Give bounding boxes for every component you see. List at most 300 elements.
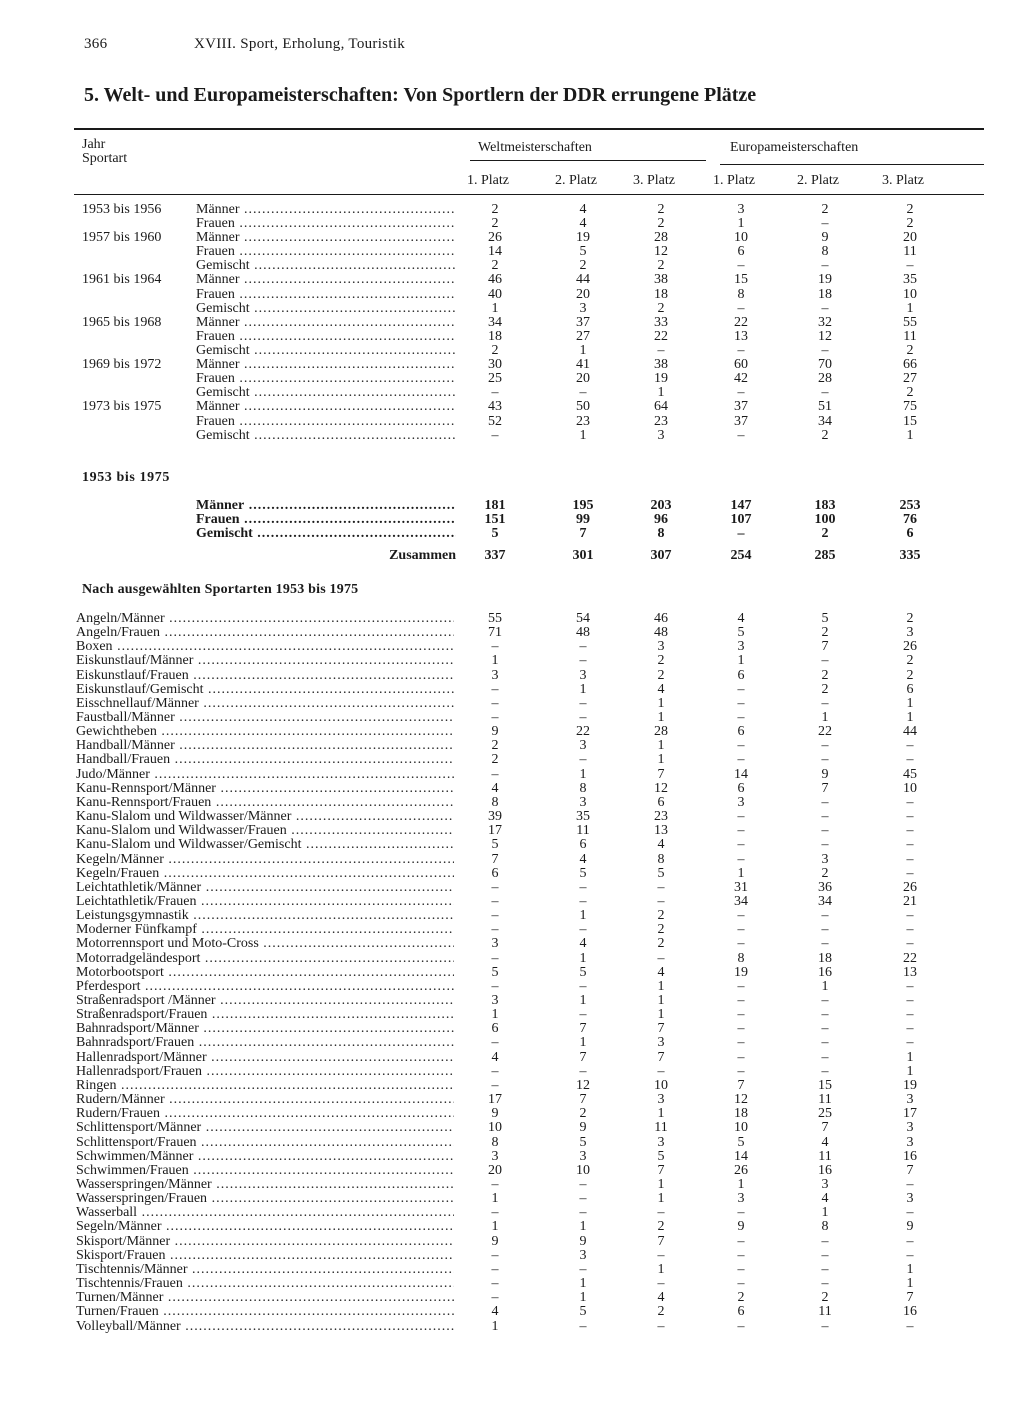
cell-value: 11 — [654, 1120, 668, 1135]
cell-value: – — [737, 258, 745, 273]
cell-value: 4 — [579, 852, 587, 867]
summary-row — [74, 513, 984, 527]
cell-value: 1 — [906, 1064, 914, 1079]
cell-value: – — [491, 880, 499, 895]
period-row — [74, 415, 984, 429]
row-label: Kegeln/Männer ..... — [76, 853, 454, 867]
cell-value: 43 — [488, 399, 502, 414]
cell-value: 6 — [657, 795, 665, 810]
cell-value: 1 — [821, 1205, 829, 1220]
cell-value: – — [906, 1035, 914, 1050]
cell-value: 15 — [903, 414, 917, 429]
cell-value: 34 — [818, 414, 832, 429]
cell-value: – — [491, 682, 499, 697]
cell-value: – — [737, 1035, 745, 1050]
cell-value: 203 — [650, 498, 672, 513]
cell-value: 4 — [579, 936, 587, 951]
cell-value: 46 — [654, 611, 668, 626]
row-label: Straßenradsport /Männer ..... — [76, 994, 454, 1008]
cell-value: 13 — [734, 329, 748, 344]
cell-value: 6 — [737, 781, 745, 796]
row-label: Kanu-Slalom und Wildwasser/Frauen ..... — [76, 824, 454, 838]
cell-value: – — [579, 1007, 587, 1022]
row-label: Frauen ..... — [196, 217, 456, 231]
cell-value: 26 — [488, 230, 502, 245]
cell-value: – — [906, 823, 914, 838]
cell-value: 60 — [734, 357, 748, 372]
cell-value: – — [906, 1021, 914, 1036]
cell-value: 1 — [906, 428, 914, 443]
cell-value: 5 — [821, 611, 829, 626]
cell-value: 23 — [654, 414, 668, 429]
period-row — [74, 330, 984, 344]
cell-value: – — [657, 1276, 665, 1291]
row-label: Motorradgeländesport ..... — [76, 952, 454, 966]
cell-value: – — [657, 343, 665, 358]
row-label: Hallenradsport/Frauen ..... — [76, 1065, 454, 1079]
sport-row — [74, 782, 984, 796]
cell-value: 1 — [579, 951, 587, 966]
summary-heading: 1953 bis 1975 — [82, 470, 170, 485]
cell-value: 3 — [737, 639, 745, 654]
sport-row — [74, 1164, 984, 1178]
sport-row — [74, 952, 984, 966]
cell-value: – — [579, 710, 587, 725]
cell-value: 14 — [734, 767, 748, 782]
cell-value: 52 — [488, 414, 502, 429]
cell-value: 6 — [906, 682, 914, 697]
cell-value: 50 — [576, 399, 590, 414]
sport-row — [74, 697, 984, 711]
period-label: 1953 bis 1956 — [82, 202, 162, 217]
sport-row — [74, 909, 984, 923]
place-header-5: 2. Platz — [797, 173, 839, 188]
cell-value: 55 — [488, 611, 502, 626]
cell-value: 147 — [730, 498, 752, 513]
cell-value: 7 — [657, 1234, 665, 1249]
period-row — [74, 316, 984, 330]
cell-value: 20 — [488, 1163, 502, 1178]
cell-value: 3 — [491, 1149, 499, 1164]
cell-value: 1 — [579, 1219, 587, 1234]
cell-value: 44 — [576, 272, 590, 287]
row-label: Judo/Männer ..... — [76, 768, 454, 782]
cell-value: 42 — [734, 371, 748, 386]
row-label: Gemischt ..... — [196, 344, 456, 358]
place-header-1: 1. Platz — [467, 173, 509, 188]
cell-value: 54 — [576, 611, 590, 626]
cell-value: – — [821, 216, 829, 231]
cell-value: 5 — [579, 1304, 587, 1319]
cell-value: 48 — [576, 625, 590, 640]
cell-value: 2 — [821, 1290, 829, 1305]
cell-value: 12 — [818, 329, 832, 344]
cell-value: 3 — [657, 428, 665, 443]
cell-value: 17 — [903, 1106, 917, 1121]
sport-row — [74, 980, 984, 994]
row-label: Skisport/Frauen ..... — [76, 1249, 454, 1263]
cell-value: 1 — [579, 1290, 587, 1305]
cell-value: – — [737, 682, 745, 697]
sport-row — [74, 1008, 984, 1022]
cell-value: 7 — [821, 1120, 829, 1135]
sport-row — [74, 1206, 984, 1220]
cell-value: – — [737, 696, 745, 711]
place-header-4: 1. Platz — [713, 173, 755, 188]
cell-value: – — [657, 880, 665, 895]
cell-value: – — [491, 1078, 499, 1093]
row-label: Männer ..... — [196, 499, 456, 513]
header-bottom-rule — [74, 194, 984, 195]
row-label: Wasserspringen/Frauen ..... — [76, 1192, 454, 1206]
cell-value: – — [579, 1262, 587, 1277]
period-row — [74, 231, 984, 245]
sport-row — [74, 1121, 984, 1135]
cell-value: – — [906, 1248, 914, 1263]
cell-value: 2 — [491, 216, 499, 231]
sport-row — [74, 1150, 984, 1164]
cell-value: 19 — [576, 230, 590, 245]
row-label: Tischtennis/Männer ..... — [76, 1263, 454, 1277]
cell-value: 1 — [579, 908, 587, 923]
cell-value: – — [491, 639, 499, 654]
stub-header-year: Jahr — [82, 137, 106, 152]
period-row — [74, 302, 984, 316]
cell-value: – — [491, 428, 499, 443]
cell-value: 1 — [657, 1262, 665, 1277]
row-label: Tischtennis/Frauen ..... — [76, 1277, 454, 1291]
cell-value: 9 — [579, 1120, 587, 1135]
row-label: Eiskunstlauf/Männer ..... — [76, 654, 454, 668]
cell-value: – — [821, 343, 829, 358]
cell-value: 12 — [576, 1078, 590, 1093]
cell-value: – — [737, 710, 745, 725]
cell-value: – — [906, 922, 914, 937]
cell-value: – — [821, 1262, 829, 1277]
row-label: Turnen/Männer ..... — [76, 1291, 454, 1305]
cell-value: – — [906, 795, 914, 810]
group-header-world: Weltmeisterschaften — [478, 140, 592, 155]
cell-value: 25 — [488, 371, 502, 386]
sport-row — [74, 838, 984, 852]
period-row — [74, 288, 984, 302]
cell-value: 1 — [737, 866, 745, 881]
row-label: Frauen ..... — [196, 330, 456, 344]
sport-row — [74, 1305, 984, 1319]
cell-value: 26 — [734, 1163, 748, 1178]
cell-value: 2 — [657, 1219, 665, 1234]
place-header-2: 2. Platz — [555, 173, 597, 188]
row-label: Kegeln/Frauen ..... — [76, 867, 454, 881]
cell-value: – — [821, 752, 829, 767]
row-label: Skisport/Männer ..... — [76, 1235, 454, 1249]
cell-value: 5 — [657, 866, 665, 881]
sport-row — [74, 824, 984, 838]
cell-value: 3 — [491, 668, 499, 683]
cell-value: 151 — [484, 512, 506, 527]
cell-value: 10 — [488, 1120, 502, 1135]
row-label: Moderner Fünfkampf ..... — [76, 923, 454, 937]
row-label: Gemischt ..... — [196, 386, 456, 400]
cell-value: 18 — [488, 329, 502, 344]
cell-value: – — [821, 1021, 829, 1036]
cell-value: – — [737, 823, 745, 838]
cell-value: 8 — [737, 951, 745, 966]
cell-value: 3 — [737, 795, 745, 810]
cell-value: 16 — [903, 1304, 917, 1319]
cell-value: 33 — [654, 315, 668, 330]
cell-value: – — [821, 1007, 829, 1022]
cell-value: 15 — [818, 1078, 832, 1093]
cell-value: 35 — [576, 809, 590, 824]
cell-value: – — [821, 1050, 829, 1065]
cell-value: – — [491, 1064, 499, 1079]
cell-value: 1 — [657, 1191, 665, 1206]
cell-value: 11 — [818, 1149, 832, 1164]
cell-value: 2 — [906, 385, 914, 400]
cell-value: 6 — [737, 668, 745, 683]
cell-value: 6 — [737, 724, 745, 739]
sport-row — [74, 867, 984, 881]
cell-value: 45 — [903, 767, 917, 782]
cell-value: 48 — [654, 625, 668, 640]
sport-row — [74, 626, 984, 640]
cell-value: 1 — [491, 301, 499, 316]
cell-value: – — [821, 1064, 829, 1079]
row-label: Volleyball/Männer ..... — [76, 1320, 454, 1334]
cell-value: – — [821, 993, 829, 1008]
cell-value: – — [737, 837, 745, 852]
cell-value: – — [821, 258, 829, 273]
cell-value: 22 — [734, 315, 748, 330]
cell-value: 18 — [818, 951, 832, 966]
cell-value: 15 — [734, 272, 748, 287]
cell-value: 1 — [657, 752, 665, 767]
sport-row — [74, 1079, 984, 1093]
cell-value: 18 — [654, 287, 668, 302]
cell-value: 3 — [491, 936, 499, 951]
cell-value: 4 — [657, 837, 665, 852]
sport-row — [74, 853, 984, 867]
cell-value: – — [821, 1319, 829, 1334]
row-label: Hallenradsport/Männer ..... — [76, 1051, 454, 1065]
cell-value: 10 — [654, 1078, 668, 1093]
cell-value: – — [821, 1234, 829, 1249]
row-label: Leichtathletik/Männer ..... — [76, 881, 454, 895]
row-label: Gemischt ..... — [196, 527, 456, 541]
cell-value: 1 — [491, 1007, 499, 1022]
cell-value: – — [906, 837, 914, 852]
cell-value: 254 — [730, 548, 752, 563]
cell-value: 2 — [491, 258, 499, 273]
cell-value: 1 — [906, 1276, 914, 1291]
cell-value: 16 — [818, 965, 832, 980]
period-row — [74, 372, 984, 386]
cell-value: 2 — [821, 866, 829, 881]
row-label: Bahnradsport/Frauen ..... — [76, 1036, 454, 1050]
sport-row — [74, 753, 984, 767]
row-label: Wasserspringen/Männer ..... — [76, 1178, 454, 1192]
cell-value: 40 — [488, 287, 502, 302]
cell-value: 7 — [491, 852, 499, 867]
cell-value: – — [821, 301, 829, 316]
summary-row — [74, 527, 984, 541]
row-label: Ringen ..... — [76, 1079, 454, 1093]
cell-value: 1 — [906, 301, 914, 316]
cell-value: 2 — [906, 668, 914, 683]
cell-value: – — [737, 1205, 745, 1220]
cell-value: 27 — [576, 329, 590, 344]
cell-value: – — [737, 1248, 745, 1263]
cell-value: 2 — [821, 428, 829, 443]
row-label: Frauen ..... — [196, 415, 456, 429]
cell-value: 195 — [572, 498, 594, 513]
cell-value: 5 — [657, 1149, 665, 1164]
cell-value: 3 — [737, 202, 745, 217]
cell-value: 12 — [734, 1092, 748, 1107]
cell-value: 301 — [572, 548, 594, 563]
cell-value: 7 — [657, 1050, 665, 1065]
cell-value: – — [821, 696, 829, 711]
cell-value: 107 — [730, 512, 752, 527]
cell-value: 3 — [906, 1092, 914, 1107]
cell-value: 9 — [491, 724, 499, 739]
period-label: 1969 bis 1972 — [82, 357, 162, 372]
cell-value: 51 — [818, 399, 832, 414]
cell-value: 5 — [491, 965, 499, 980]
cell-value: – — [737, 936, 745, 951]
cell-value: – — [821, 1248, 829, 1263]
cell-value: – — [821, 908, 829, 923]
cell-value: 38 — [654, 272, 668, 287]
cell-value: 1 — [657, 385, 665, 400]
row-label: Kanu-Slalom und Wildwasser/Gemischt ..... — [76, 838, 454, 852]
cell-value: 2 — [737, 1290, 745, 1305]
cell-value: – — [737, 979, 745, 994]
cell-value: – — [579, 1064, 587, 1079]
cell-value: 1 — [737, 216, 745, 231]
cell-value: 12 — [654, 244, 668, 259]
cell-value: 5 — [491, 526, 499, 541]
cell-value: – — [657, 1248, 665, 1263]
cell-value: 23 — [654, 809, 668, 824]
sport-row — [74, 1320, 984, 1334]
cell-value: – — [579, 1191, 587, 1206]
row-label: Rudern/Frauen ..... — [76, 1107, 454, 1121]
cell-value: 34 — [734, 894, 748, 909]
cell-value: 1 — [906, 696, 914, 711]
cell-value: 55 — [903, 315, 917, 330]
group-rule-europe — [720, 164, 984, 165]
cell-value: – — [737, 922, 745, 937]
row-label: Männer ..... — [196, 400, 456, 414]
cell-value: 7 — [906, 1290, 914, 1305]
cell-value: 46 — [488, 272, 502, 287]
cell-value: 2 — [821, 668, 829, 683]
cell-value: 12 — [654, 781, 668, 796]
sport-row — [74, 739, 984, 753]
cell-value: – — [821, 922, 829, 937]
cell-value: 17 — [488, 823, 502, 838]
cell-value: 1 — [657, 1007, 665, 1022]
sport-row — [74, 923, 984, 937]
cell-value: 5 — [579, 244, 587, 259]
cell-value: 2 — [657, 936, 665, 951]
cell-value: 26 — [903, 639, 917, 654]
cell-value: – — [821, 795, 829, 810]
cell-value: 5 — [579, 1135, 587, 1150]
cell-value: 13 — [654, 823, 668, 838]
row-label: Segeln/Männer ..... — [76, 1220, 454, 1234]
sport-row — [74, 1107, 984, 1121]
cell-value: – — [579, 894, 587, 909]
row-label: Straßenradsport/Frauen ..... — [76, 1008, 454, 1022]
cell-value: 3 — [579, 668, 587, 683]
cell-value: 10 — [734, 1120, 748, 1135]
cell-value: 1 — [579, 993, 587, 1008]
cell-value: 4 — [491, 1304, 499, 1319]
row-label: Frauen ..... — [196, 513, 456, 527]
cell-value: 6 — [491, 1021, 499, 1036]
cell-value: 1 — [737, 1177, 745, 1192]
row-label: Schlittensport/Männer ..... — [76, 1121, 454, 1135]
cell-value: – — [906, 908, 914, 923]
cell-value: 7 — [737, 1078, 745, 1093]
cell-value: – — [906, 1205, 914, 1220]
cell-value: – — [906, 993, 914, 1008]
cell-value: – — [579, 880, 587, 895]
cell-value: 31 — [734, 880, 748, 895]
row-label: Turnen/Frauen ..... — [76, 1305, 454, 1319]
period-label: 1961 bis 1964 — [82, 272, 162, 287]
cell-value: 2 — [657, 1304, 665, 1319]
cell-value: 7 — [821, 781, 829, 796]
cell-value: 26 — [903, 880, 917, 895]
cell-value: 19 — [654, 371, 668, 386]
cell-value: 10 — [903, 287, 917, 302]
cell-value: 8 — [657, 526, 665, 541]
cell-value: 2 — [906, 202, 914, 217]
row-label: Kanu-Rennsport/Frauen ..... — [76, 796, 454, 810]
cell-value: – — [657, 1319, 665, 1334]
period-row — [74, 245, 984, 259]
cell-value: – — [657, 951, 665, 966]
row-label: Schwimmen/Männer ..... — [76, 1150, 454, 1164]
row-label: Wasserball ..... — [76, 1206, 454, 1220]
cell-value: 28 — [654, 230, 668, 245]
row-label: Gewichtheben ..... — [76, 725, 454, 739]
cell-value: – — [491, 1035, 499, 1050]
cell-value: 2 — [657, 202, 665, 217]
sport-row — [74, 1249, 984, 1263]
cell-value: 10 — [576, 1163, 590, 1178]
sport-row — [74, 1036, 984, 1050]
row-label: Motorbootsport ..... — [76, 966, 454, 980]
cell-value: 2 — [906, 653, 914, 668]
cell-value: – — [491, 385, 499, 400]
cell-value: 1 — [491, 653, 499, 668]
cell-value: 1 — [657, 979, 665, 994]
cell-value: 3 — [657, 1092, 665, 1107]
cell-value: 17 — [488, 1092, 502, 1107]
cell-value: – — [821, 936, 829, 951]
cell-value: – — [491, 1276, 499, 1291]
cell-value: 8 — [579, 781, 587, 796]
cell-value: – — [491, 1248, 499, 1263]
cell-value: 11 — [903, 329, 917, 344]
cell-value: – — [491, 922, 499, 937]
cell-value: 3 — [821, 1177, 829, 1192]
